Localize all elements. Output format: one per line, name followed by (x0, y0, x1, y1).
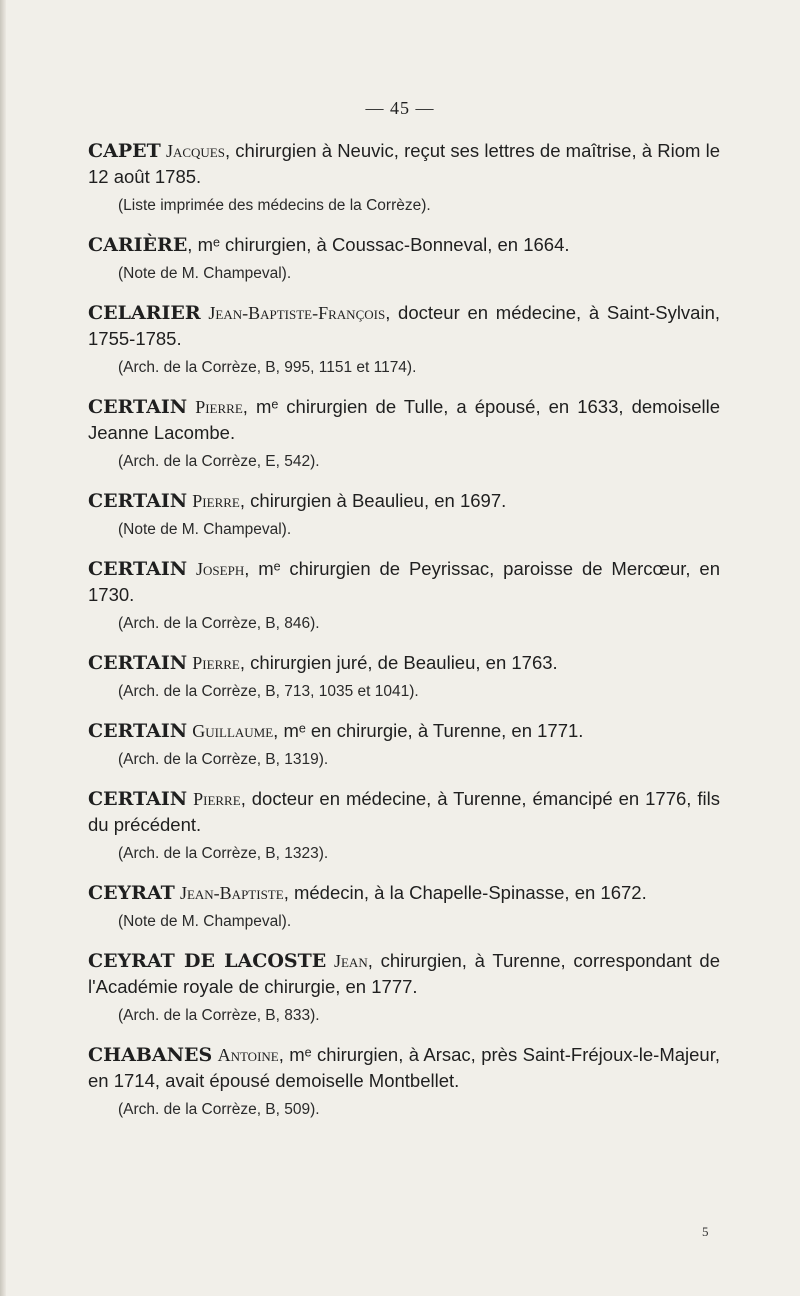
entry (88, 232, 720, 286)
entry-text: , médecin, à la Chapelle-Spinasse, en 1672. (283, 882, 647, 903)
entry-given-name: Pierre (193, 789, 241, 809)
entry-body (88, 232, 720, 258)
entry-text: , mᵉ en chirurgie, à Turenne, en 1771. (273, 720, 584, 741)
entry-text: , docteur en médecine, à Saint-Sylvain, 1755-1785. (88, 302, 721, 349)
entry-source: (Arch. de la Corrèze, B, 833). (118, 1007, 320, 1024)
entry-given-name: Pierre (192, 653, 240, 673)
entry-body (88, 300, 720, 352)
entry (88, 786, 720, 866)
entry (88, 718, 720, 772)
entry-body (88, 718, 720, 744)
entry-surname: CERTAIN (88, 720, 188, 742)
entry-text: , chirurgien juré, de Beaulieu, en 1763. (239, 652, 558, 673)
entry-body (88, 650, 720, 676)
entry-source: (Note de M. Champeval). (118, 521, 292, 538)
entry (88, 138, 720, 218)
entry-text: , chirurgien à Neuvic, reçut ses lettres de maîtrise, à Riom le 12 août 1785. (88, 140, 720, 187)
entry-source: (Arch. de la Corrèze, E, 542). (118, 453, 320, 470)
entry (88, 1042, 720, 1122)
entry-surname: CAPET (88, 140, 161, 162)
entry-source: (Arch. de la Corrèze, B, 509). (118, 1101, 320, 1118)
entry-source: (Arch. de la Corrèze, B, 713, 1035 et 1041). (118, 683, 419, 700)
page-number: — 45 — (365, 98, 435, 118)
entry-given-name: Joseph (196, 559, 245, 579)
entry-text: , chirurgien, à Turenne, correspondant de l'Académie royale de chirurgie, en 1777. (88, 950, 720, 997)
entry-surname: CEYRAT (88, 882, 175, 904)
entry-given-name: Jean-Baptiste-François (208, 303, 386, 323)
entries-list (88, 138, 720, 1136)
signature-mark: 5 (702, 1224, 709, 1239)
entry-source: (Arch. de la Corrèze, B, 1323). (118, 845, 329, 862)
entry-surname: CERTAIN (88, 396, 188, 418)
entry-given-name: Pierre (195, 397, 243, 417)
entry-given-name: Antoine (217, 1045, 279, 1065)
entry-body (88, 1042, 720, 1094)
entry-source: (Note de M. Champeval). (118, 265, 292, 282)
entry-surname: CEYRAT DE LACOSTE (88, 950, 327, 972)
entry-surname: CERTAIN (88, 558, 188, 580)
entry (88, 300, 720, 380)
entry-body (88, 948, 720, 1000)
entry-given-name: Jacques (165, 141, 225, 161)
entry-given-name: Jean (333, 951, 368, 971)
entry-source: (Liste imprimée des médecins de la Corrèze). (118, 197, 431, 214)
entry-given-name: Pierre (192, 491, 240, 511)
entry-surname: CARIÈRE (88, 234, 188, 256)
entry-surname: CELARIER (88, 302, 201, 324)
entry-text: , mᵉ chirurgien de Peyrissac, paroisse de Mercœur, en 1730. (88, 558, 720, 605)
entry-body (88, 556, 720, 608)
entry-surname: CERTAIN (88, 788, 188, 810)
entry-body (88, 138, 720, 190)
entry-surname: CERTAIN (88, 490, 188, 512)
entry (88, 880, 720, 934)
entry-given-name: Guillaume (192, 721, 274, 741)
page-edge-shadow (0, 0, 6, 1296)
entry-source: (Arch. de la Corrèze, B, 1319). (118, 751, 329, 768)
entry (88, 394, 720, 474)
entry (88, 650, 720, 704)
entry-body (88, 394, 720, 446)
entry-source: (Arch. de la Corrèze, B, 995, 1151 et 1174). (118, 359, 417, 376)
entry-surname: CHABANES (88, 1044, 213, 1066)
entry-body (88, 786, 720, 838)
entry-body (88, 488, 720, 514)
entry (88, 488, 720, 542)
entry-text: , mᵉ chirurgien, à Coussac-Bonneval, en 1664. (187, 234, 570, 255)
entry-source: (Arch. de la Corrèze, B, 846). (118, 615, 320, 632)
entry-source: (Note de M. Champeval). (118, 913, 292, 930)
entry-text: , chirurgien à Beaulieu, en 1697. (239, 490, 507, 511)
entry-text: , docteur en médecine, à Turenne, émancipé en 1776, fils du précédent. (88, 788, 720, 835)
entry (88, 948, 720, 1028)
entry-body (88, 880, 720, 906)
entry-text: , mᵉ chirurgien de Tulle, a épousé, en 1633, demoiselle Jeanne Lacombe. (88, 396, 720, 443)
entry-text: , mᵉ chirurgien, à Arsac, près Saint-Fréjoux-le-Majeur, en 1714, avait épousé demoiselle Montbellet. (88, 1044, 721, 1091)
entry-surname: CERTAIN (88, 652, 188, 674)
entry (88, 556, 720, 636)
entry-given-name: Jean-Baptiste (179, 883, 284, 903)
